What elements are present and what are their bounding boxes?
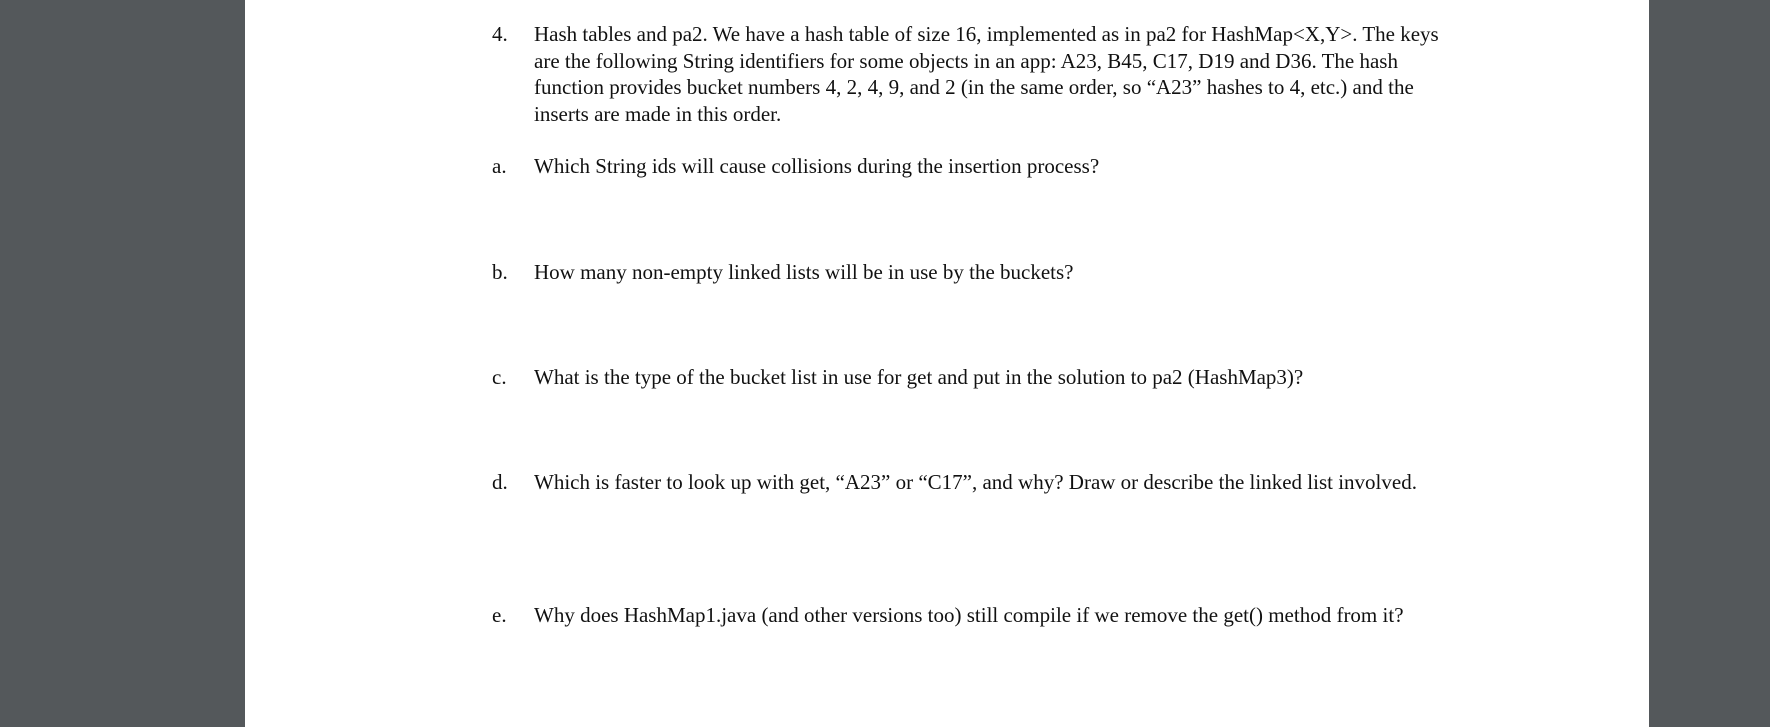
part-text: Which String ids will cause collisions during the insertion process? <box>534 154 1100 178</box>
part-text: What is the type of the bucket list in use for get and put in the solution to pa2 (HashMap3)? <box>534 365 1304 389</box>
part-text: Why does HashMap1.java (and other versions too) still compile if we remove the get() method from it? <box>534 603 1404 627</box>
part-label: b. <box>492 260 508 284</box>
part-label: d. <box>492 470 508 494</box>
question-text: Hash tables and pa2. We have a hash table of size 16, implemented as in pa2 for HashMap<X,Y>. The keys are the following String identifiers for some objects in an app: A23, B45, C17, D19 and D36. The hash function provides bucket numbers 4, 2, 4, 9, and 2 (in the same order, so “A23” hashes to 4, etc.) and the inserts are made in this order. <box>534 22 1439 126</box>
part-text: How many non-empty linked lists will be in use by the buckets? <box>534 260 1074 284</box>
part-label: a. <box>492 154 507 178</box>
part-label: c. <box>492 365 507 389</box>
question-number: 4. <box>492 22 508 46</box>
part-label: e. <box>492 603 507 627</box>
document-page <box>245 0 1649 727</box>
part-text: Which is faster to look up with get, “A23” or “C17”, and why? Draw or describe the linked list involved. <box>534 470 1417 494</box>
